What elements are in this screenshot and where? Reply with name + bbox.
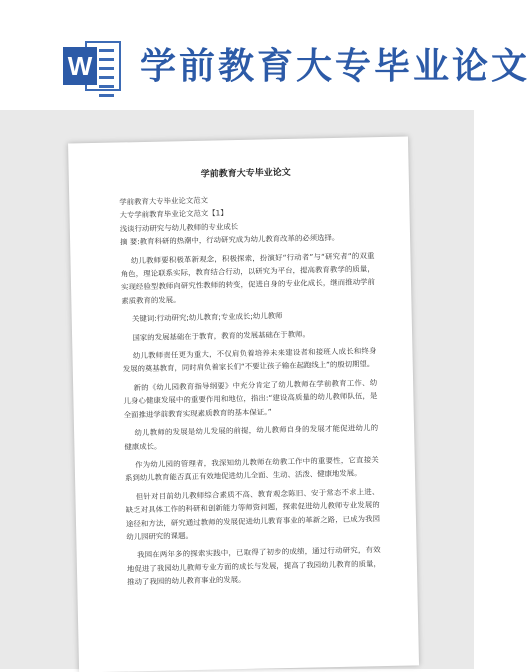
body-paragraph: 幼儿教师的发展是幼儿发展的前提，幼儿教师自身的发展才能促进幼儿的健康成长。 <box>124 423 379 451</box>
abstract-line: 摘 要:教育科研的热潮中，行动研究成为幼儿教育改革的必须选择。 <box>120 233 340 247</box>
body-paragraph: 我园在两年多的探索实践中，已取得了初步的成绩，通过行动研究，有效地促进了我园幼儿教师专业方面的成长与发展，提高了我园幼儿教育的质量，推动了我园的幼儿教育事业的发展。 <box>126 545 381 587</box>
keywords-line: 关键词:行动研究;幼儿教育;专业成长;幼儿教师 <box>131 311 283 324</box>
body-paragraph: 国家的发展基础在于教育，教育的发展基础在于教师。 <box>132 329 310 342</box>
word-letter-tile: W <box>63 47 97 85</box>
intro-line: 学前教育大专毕业论文范文 <box>119 195 209 207</box>
body-paragraph: 但针对目前幼儿教师综合素质不高、教育观念陈旧、安于常态不求上进、缺乏对具体工作的科研和创新能力等师资问题，探索促进幼儿教师专业发展的途径和方法，研究通过教师的发展促进幼儿教育事业的革新之路，已成为我园幼儿园研究的课题。 <box>125 486 381 542</box>
intro-line: 大专学前教育毕业论文范文【1】 <box>119 208 228 220</box>
banner <box>0 0 530 110</box>
banner-title: 学前教育大专毕业论文 <box>140 46 530 87</box>
body-paragraph: 作为幼儿园的管理者，我深知幼儿教师在幼教工作中的重要性，它直接关系到幼儿教育能否真正有效地促进幼儿全面、生动、活泼、健康地发展。 <box>124 455 379 483</box>
body-paragraph: 幼儿教师要积极革新观念，积极探索，扮演好“行动者”与“研究者”的双重角色，理论联系实际，教育结合行动，以研究为平台，提高教育教学的质量，实现经验型教师向研究性教师的转变，促进自身的专业化成长，继而推动学前素质教育的发展。 <box>120 250 376 306</box>
word-document-icon <box>63 37 123 95</box>
document-page-preview <box>68 136 419 672</box>
intro-line: 浅谈行动研究与幼儿教师的专业成长 <box>119 221 239 234</box>
body-paragraph: 幼儿教师责任更为重大，不仅肩负着培养未来建设者和接班人成长和终身发展的奠基教育，同时肩负着家长们“不要让孩子输在起跑线上”的殷切期望。 <box>122 346 377 374</box>
document-title: 学前教育大专毕业论文 <box>200 167 291 180</box>
body-paragraph: 新的《幼儿园教育指导纲要》中充分肯定了幼儿教师在学前教育工作、幼儿身心健康发展中的重要作用和地位，指出:“建设高质量的幼儿教师队伍，是全面推进学前教育实现素质教育的基本保证。” <box>123 378 378 420</box>
